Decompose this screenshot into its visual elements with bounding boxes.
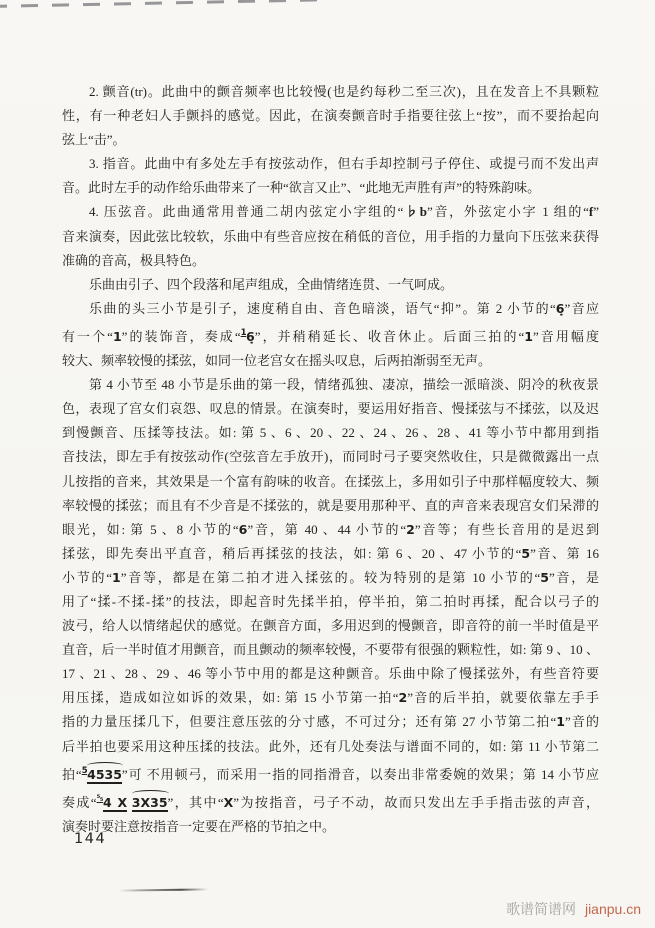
text-line <box>62 566 599 590</box>
jianpu-notation: 2 <box>406 521 415 537</box>
text-block <box>62 80 599 839</box>
text-line <box>62 735 599 759</box>
text-run: ”，并稍稍延长、收音休止。后面三拍的“ <box>254 328 525 344</box>
text-line <box>62 349 599 373</box>
text-run: ”音的 <box>564 714 599 730</box>
text-line <box>62 662 599 686</box>
text-run: 弦上“击”。 <box>62 132 126 148</box>
text-run: 揉弦，即先奏出平直音，稍后再揉弦的技法，如: 第 6 、20 、47 小节的“ <box>62 545 522 561</box>
text-line <box>62 249 599 273</box>
text-run: 第 4 小节至 48 小节是乐曲的第一段，情绪孤独、凄凉，描绘一派暗淡、阴冷的秋夜景 <box>89 377 599 393</box>
jianpu-notation: X <box>223 794 234 810</box>
jianpu-notation: 6̣ <box>246 328 255 344</box>
text-run: 音技法，即左手有按弦动作(空弦音左手放开)，而同时弓子要突然收住，只是微微露出一点 <box>62 449 599 465</box>
text-line <box>62 273 599 297</box>
text-run: 准确的音高，极具特色。 <box>62 252 206 268</box>
jianpu-notation: 1 <box>524 328 533 344</box>
text-line <box>62 80 599 104</box>
text-line <box>62 614 599 638</box>
text-line <box>62 176 599 200</box>
text-run: 用压揉，造成如泣如诉的效果，如: 第 15 小节第一拍“ <box>62 690 399 706</box>
text-run: ”音，外弦定小字 1 组的“ <box>426 204 589 220</box>
text-line <box>62 445 599 469</box>
text-run: 演奏时要注意按指音一定要在严格的节拍之中。 <box>62 818 336 834</box>
text-line <box>62 373 599 397</box>
text-run: ”音，第 40 、44 小节的“ <box>247 521 407 537</box>
text-run: ”音的后半拍，就要依靠左手手 <box>407 690 599 706</box>
text-line <box>62 421 599 445</box>
jianpu-notation: 5 <box>81 765 88 776</box>
text-run: 奏成“ <box>62 794 97 810</box>
text-line <box>62 710 599 734</box>
text-run: 17 、21 、28 、29 、46 等小节中用的都是这种颤音。乐曲中除了慢揉弦外，有些音符要 <box>62 666 599 682</box>
text-run: ”音等，都是在第二拍才进入揉弦的。较为特别的是第 10 小节的“ <box>120 569 541 585</box>
text-run: ”可 不用顿弓，而采用一指的同指滑音，以奏出非常委婉的效果；第 14 小节应 <box>121 766 599 782</box>
text-run: ”为按指音，弓子不动，故而只发出左手手指击弦的声音， <box>233 794 600 810</box>
text-line <box>62 104 599 128</box>
text-run: ”的装饰音，奏成“ <box>121 328 241 344</box>
text-run: ”音等；有些长音用的是迟到 <box>414 521 599 537</box>
jianpu-notation: 3X35 <box>132 795 168 813</box>
jianpu-notation: ⁵₅ <box>96 793 104 804</box>
watermark <box>506 899 641 919</box>
text-run: 眼光，如: 第 5 、8 小节的“ <box>62 521 239 537</box>
text-run: 乐曲的头三小节是引子，速度稍自由、音色暗淡，语气“抑”。第 2 小节的“ <box>89 300 556 316</box>
text-run: ”音，是 <box>548 569 599 585</box>
text-line <box>62 787 599 815</box>
jianpu-notation: 1 <box>556 714 565 730</box>
text-line <box>62 200 599 224</box>
text-line <box>62 590 599 614</box>
text-run: 色，表现了宫女们哀怨、叹息的情景。在演奏时，要运用好指音、慢揉弦与不揉弦，以及迟 <box>62 401 599 417</box>
jianpu-notation: 2 <box>398 690 408 706</box>
jianpu-notation: 4535 <box>87 767 122 785</box>
text-run: 到慢颤音、压揉等技法。如: 第 5 、6 、20 、22 、24 、26 、28 、41 等小节中都用到指 <box>62 425 599 441</box>
text-run: 后半拍也要采用这种压揉的技法。此外，还有几处奏法与谱面不同的，如: 第 11 小节第二 <box>62 738 599 754</box>
text-line <box>62 542 599 566</box>
text-run: ”音用幅度 <box>532 328 599 344</box>
text-line <box>62 470 599 494</box>
jianpu-notation: 1 <box>240 327 247 338</box>
jianpu-notation: 6 <box>238 521 248 537</box>
text-run: 拍“ <box>62 766 82 782</box>
text-run: 乐曲由引子、四个段落和尾声组成，全曲情绪连贯、一气呵成。 <box>89 276 454 292</box>
text-line <box>62 686 599 710</box>
text-line <box>62 759 599 787</box>
text-line <box>62 815 599 839</box>
text-run: 用了“揉-不揉-揉”的技法，即起音时先揉半拍，停半拍，第二拍时再揉，配合以弓子的 <box>62 593 599 609</box>
text-run: 较大、频率较慢的揉弦，如同一位老宫女在摇头叹息，后两拍渐弱至无声。 <box>62 353 492 369</box>
text-run: 指的力量压揉几下，但要注意压弦的分寸感，不可过分；还有第 27 小节第二拍“ <box>62 714 557 730</box>
text-run: 直音，后一半时值才用颤音，而且颤动的频率较慢，不要带有很强的颗粒性，如: 第 9 、10 、 <box>62 642 599 658</box>
text-run: 4. 压弦音。此曲通常用普通二胡内弦定小字组的“ <box>89 204 404 220</box>
jianpu-notation: 1 <box>112 569 121 585</box>
watermark-site-url: jianpu.cn <box>584 901 641 917</box>
jianpu-notation: ♭b <box>403 204 427 220</box>
text-line <box>62 225 599 249</box>
text-run: 音。此时左手的动作给乐曲带来了一种“欲言又止”、“此地无声胜有声”的特殊韵味。 <box>62 180 541 196</box>
text-line <box>62 128 599 152</box>
scan-edge-dashed-line <box>0 0 325 8</box>
text-line <box>62 638 599 662</box>
text-run: 波弓，给人以情绪起伏的感觉。在颤音方面，多用迟到的慢颤音，即音符的前一半时值是平 <box>62 618 599 634</box>
text-run: 小节的“ <box>62 569 112 585</box>
jianpu-notation: f <box>588 204 594 220</box>
text-run: ”，其中“ <box>167 794 224 810</box>
text-run: ”音应 <box>564 300 599 316</box>
text-line <box>62 152 599 176</box>
text-run: 3. 指音。此曲中有多处左手有按弦动作，但右手却控制弓子停住、或提弓而不发出声 <box>89 156 599 172</box>
pencil-smudge-mark <box>118 888 208 891</box>
text-run: 儿按指的音来，其效果是一个富有韵味的收音。在揉弦上，多用如引子中那样幅度较大、频 <box>62 473 599 489</box>
watermark-site-name: 歌谱简谱网 <box>506 901 577 917</box>
text-line <box>62 297 599 321</box>
text-run: 2. 颤音(tr)。此曲中的颤音频率也比较慢(也是约每秒二至三次)，且在发音上不具颗粒 <box>89 84 599 99</box>
jianpu-notation: 4 X <box>103 795 127 813</box>
page-number: 144 <box>74 831 107 847</box>
jianpu-notation: 5 <box>540 569 549 585</box>
text-run: 率较慢的揉弦；而且有不少音是不揉弦的，就是要用那种平、直的声音来表现宫女们呆滞的 <box>62 497 599 513</box>
text-line <box>62 321 599 349</box>
text-run: ”音、第 16 <box>530 545 599 561</box>
jianpu-notation: 6̣ <box>555 300 565 316</box>
text-line <box>62 518 599 542</box>
jianpu-notation: 1 <box>112 328 122 344</box>
jianpu-notation: 5 <box>521 545 531 561</box>
text-line <box>62 397 599 421</box>
text-run: 有一个“ <box>62 328 113 344</box>
text-run: 性，有一种老妇人手颤抖的感觉。因此，在演奏颤音时手指要往弦上“按”，而不要抬起向 <box>62 108 599 124</box>
text-run: 音来演奏，因此弦比较软，乐曲中有些音应按在稍低的音位，用手指的力量向下压弦来获得 <box>62 228 599 244</box>
text-line <box>62 494 599 518</box>
text-run: ” <box>593 204 599 220</box>
